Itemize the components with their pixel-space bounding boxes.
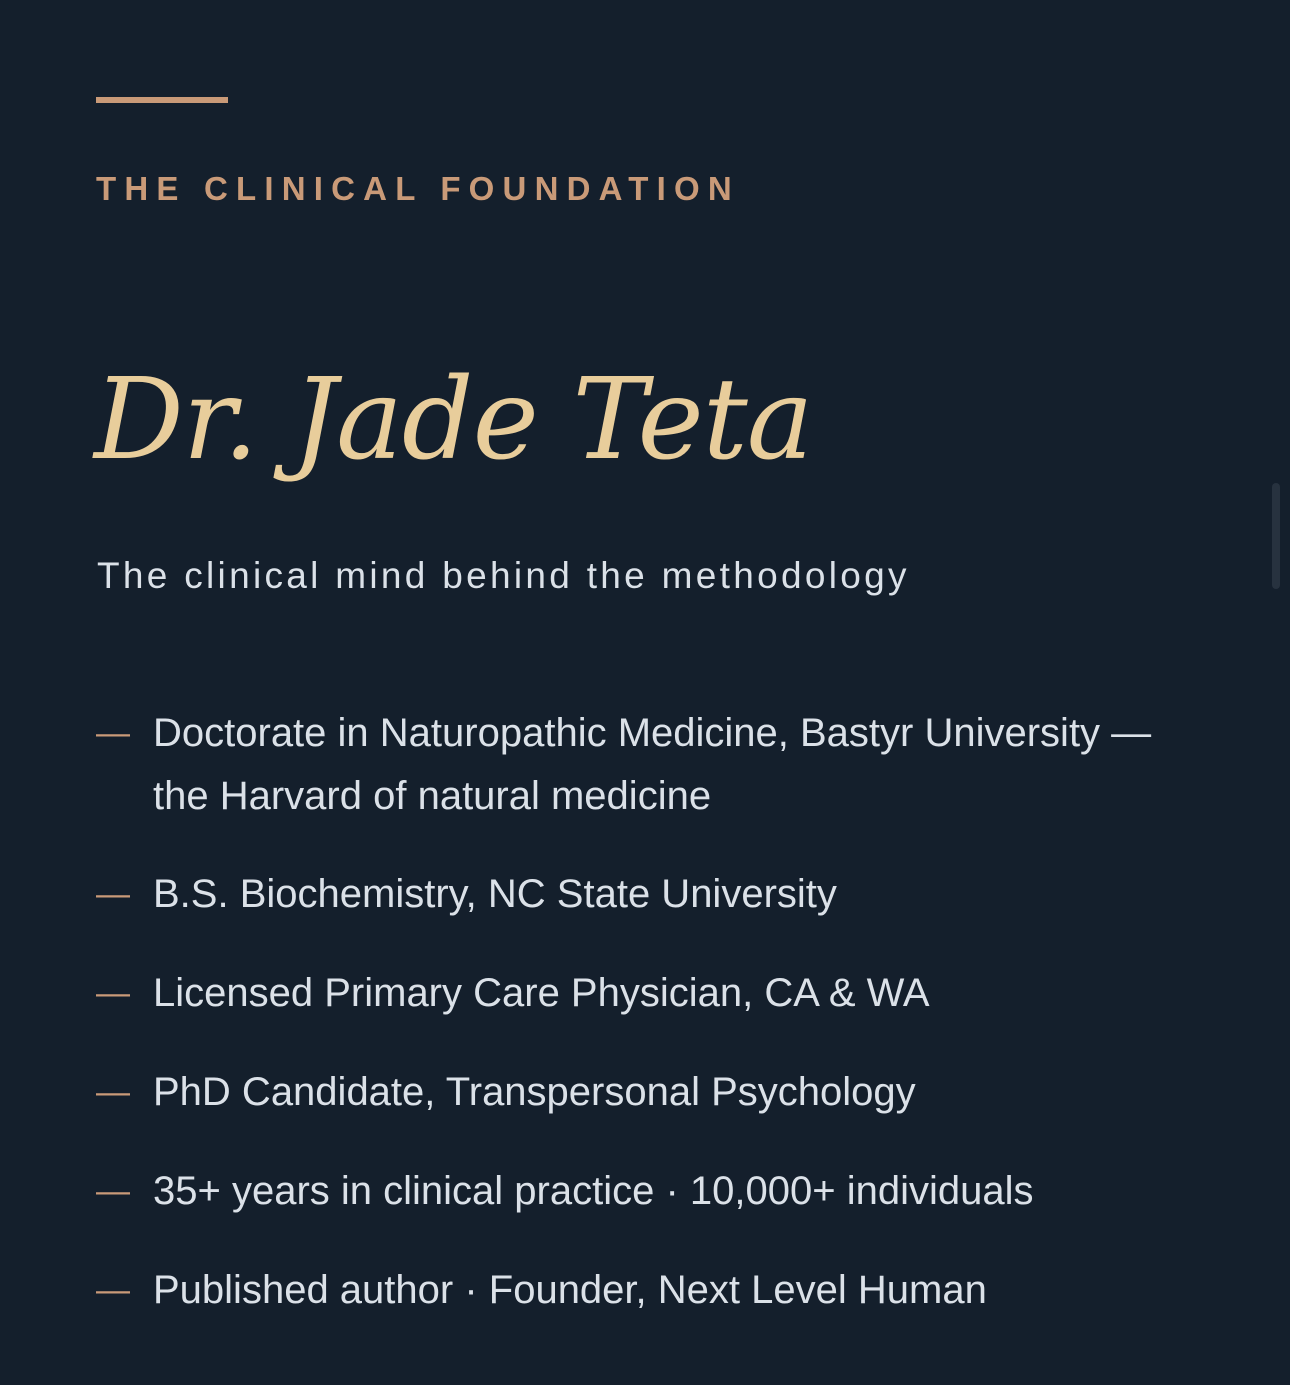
credential-text: Published author · Founder, Next Level Human	[153, 1268, 987, 1312]
credential-item-phd	[96, 1061, 1216, 1124]
scrollbar-thumb[interactable]	[1272, 483, 1280, 589]
dash-bullet-icon: —	[96, 1172, 130, 1210]
credential-text: 35+ years in clinical practice · 10,000+ individuals	[153, 1169, 1034, 1213]
dash-bullet-icon: —	[96, 1271, 130, 1309]
dash-bullet-icon: —	[96, 1073, 130, 1111]
credential-text: Doctorate in Naturopathic Medicine, Bastyr University — the Harvard of natural medicine	[153, 711, 1152, 818]
section-eyebrow: THE CLINICAL FOUNDATION	[96, 170, 740, 207]
credential-text: Licensed Primary Care Physician, CA & WA	[153, 971, 930, 1015]
credential-text: PhD Candidate, Transpersonal Psychology	[153, 1070, 916, 1114]
dash-bullet-icon: —	[96, 875, 130, 913]
doctor-name: Dr. Jade Teta	[94, 355, 813, 485]
accent-rule	[96, 97, 228, 103]
credential-item-practice	[96, 1160, 1216, 1223]
credential-item-biochemistry	[96, 863, 1216, 926]
credential-item-author	[96, 1259, 1216, 1322]
dash-bullet-icon: —	[96, 974, 130, 1012]
credential-text: B.S. Biochemistry, NC State University	[153, 872, 837, 916]
credential-item-license	[96, 962, 1216, 1025]
dash-bullet-icon: —	[96, 714, 130, 752]
section-tagline: The clinical mind behind the methodology	[97, 555, 910, 596]
credential-item-doctorate	[96, 702, 1216, 828]
